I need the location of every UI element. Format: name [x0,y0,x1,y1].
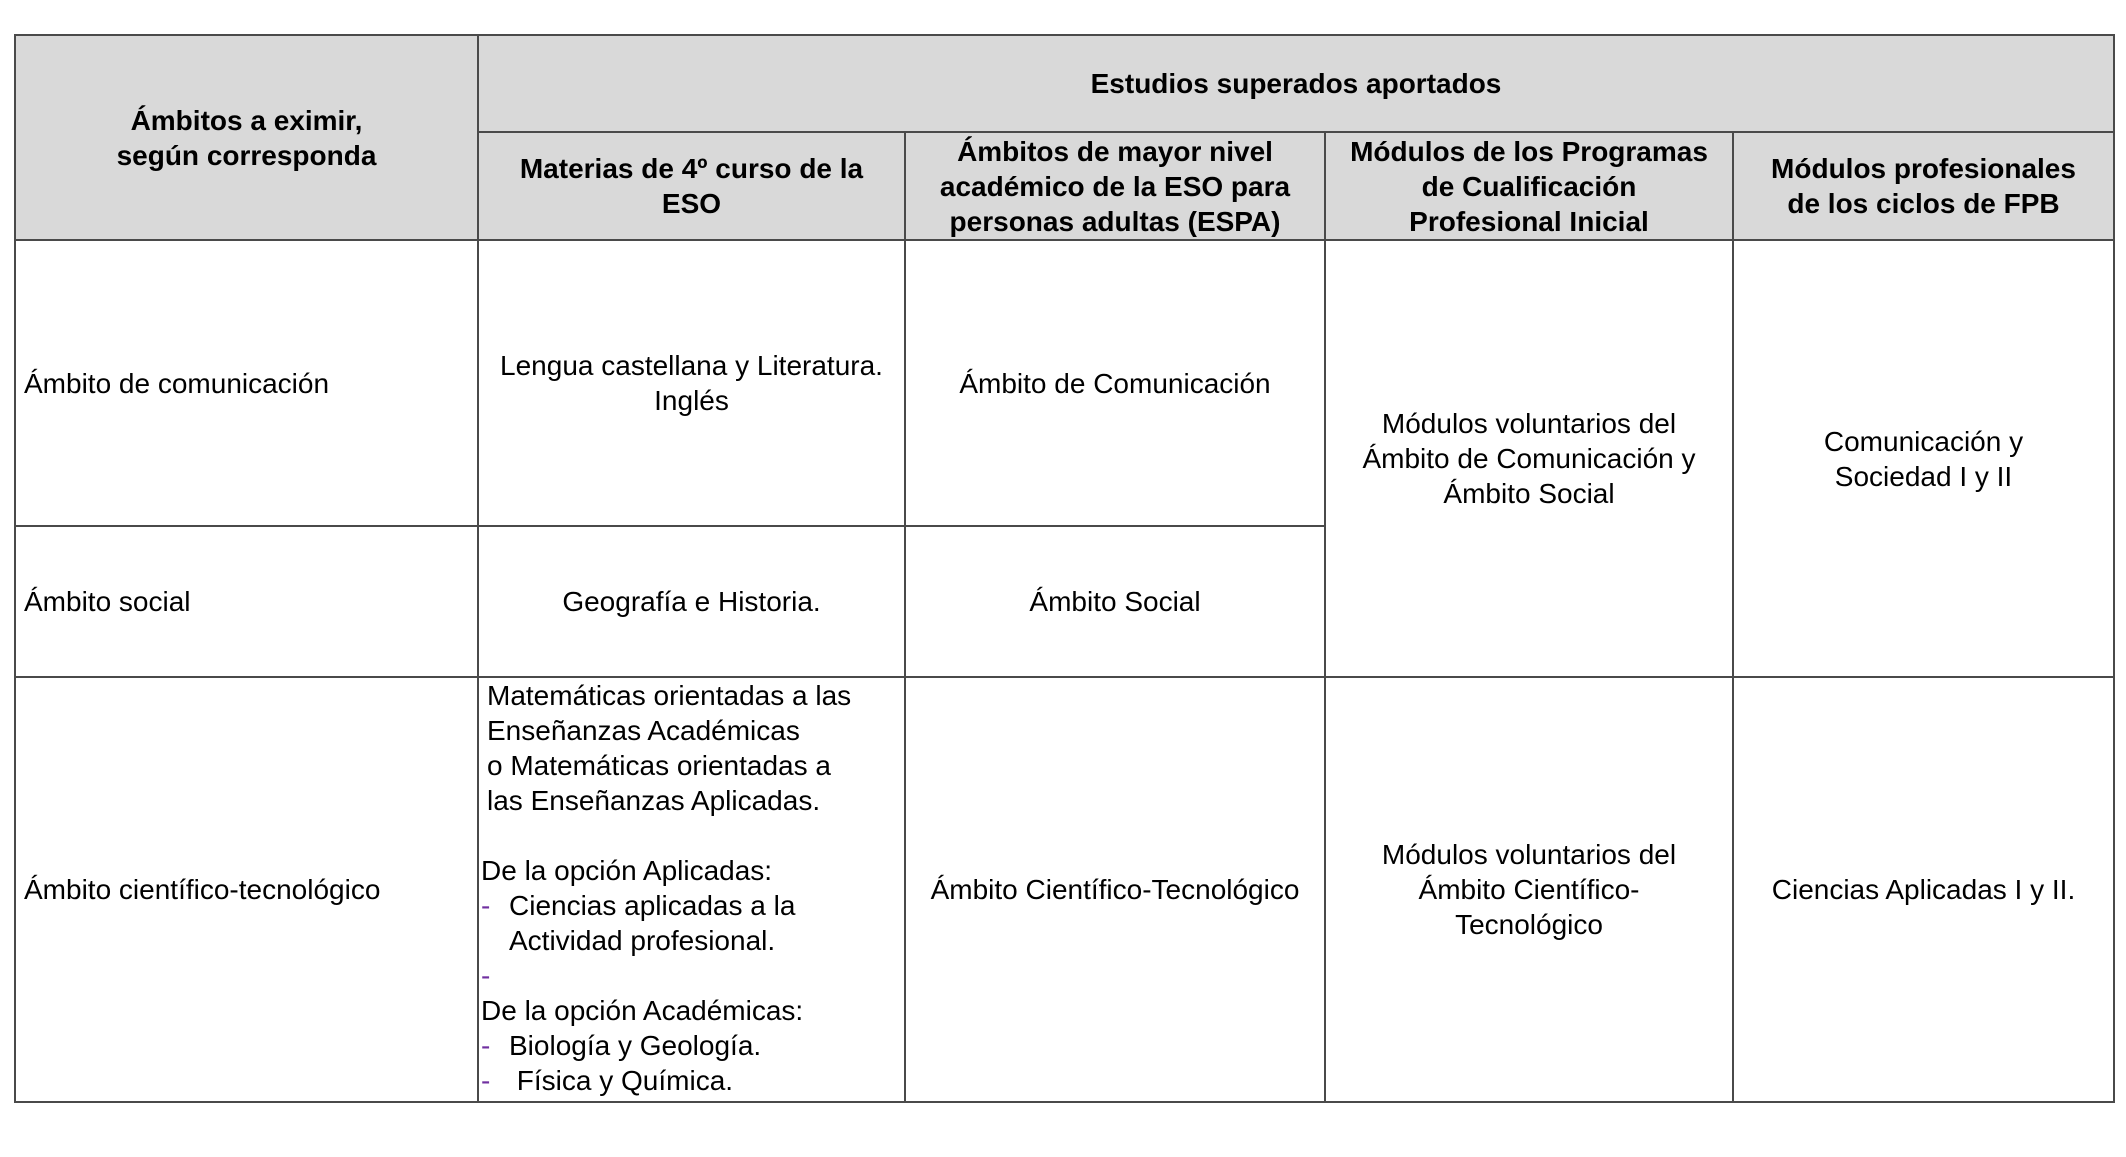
fpb-cs-line-2: Sociedad I y II [1834,460,2013,492]
fpb-cs-line-1: Comunicación y [1823,425,2024,457]
mat-intro-line-1: Matemáticas orientadas a las [487,680,852,711]
table-row-comunicacion [15,240,2114,526]
header-modulos-pcpi [1325,132,1733,240]
espa-social: Ámbito Social [905,526,1325,677]
pcpi-ct-line-2: Ámbito Científico- [1418,874,1640,905]
header-materias-4-eso [478,132,905,240]
header-materias-line-1: Materias de 4º curso de la [519,153,864,184]
ambito-social: Ámbito social [15,526,478,677]
materias-cientifico [478,677,905,1102]
espa-comunicacion: Ámbito de Comunicación [905,240,1325,526]
header-ambitos-a-eximir [15,35,478,240]
pcpi-ct-line-1: Módulos voluntarios del [1381,839,1677,870]
header-modulos-fpb [1733,132,2114,240]
header-pcpi-line-3: Profesional Inicial [1409,205,1649,237]
pcpi-comunicacion-social [1325,240,1733,677]
mat-intro-line-2: Enseñanzas Académicas [487,715,800,746]
materias-social: Geografía e Historia. [478,526,905,677]
bullet-dash: - [481,1030,491,1061]
fpb-comunicacion-social [1733,240,2114,677]
header-ambitos-espa [905,132,1325,240]
materias-comunicacion [478,240,905,526]
header-fpb-line-2: de los ciclos de FPB [1787,188,2060,219]
mat-intro-line-3: o Matemáticas orientadas a [487,750,831,781]
aplicadas-item-2 [481,958,896,993]
academicas-heading: De la opción Académicas: [481,995,804,1026]
aplicadas-item-1-line-2: Actividad profesional. [509,925,776,956]
academicas-item-1-text: Biología y Geología. [509,1030,762,1061]
academicas-item-1 [481,1028,896,1063]
materias-comunicacion-line-1: Lengua castellana y Literatura. [500,350,883,381]
header-fpb-line-1: Módulos profesionales [1771,153,2076,184]
aplicadas-item-1 [481,888,896,923]
header-ambitos-line-2: según corresponda [116,139,377,171]
pcpi-cientifico [1325,677,1733,1102]
aplicadas-item-1-cont [481,923,896,958]
header-pcpi-line-1: Módulos de los Programas [1350,135,1708,167]
pcpi-cs-line-2: Ámbito de Comunicación y [1362,443,1696,474]
header-row-1 [15,35,2114,132]
aplicadas-heading: De la opción Aplicadas: [481,855,773,886]
academicas-item-2-text: Física y Química. [509,1065,734,1096]
espa-cientifico: Ámbito Científico-Tecnológico [905,677,1325,1102]
spacer [487,818,896,853]
header-espa-line-1: Ámbitos de mayor nivel [957,135,1273,167]
header-ambitos-line-1: Ámbitos a eximir, [130,104,363,136]
bullet-dash: - [481,1065,491,1096]
table-row-cientifico [15,677,2114,1102]
fpb-cientifico: Ciencias Aplicadas I y II. [1733,677,2114,1102]
exemption-table [14,34,2115,1103]
bullet-dash: - [481,960,491,991]
pcpi-cs-line-3: Ámbito Social [1443,478,1615,509]
mat-intro-line-4: las Enseñanzas Aplicadas. [487,785,821,816]
ambito-comunicacion: Ámbito de comunicación [15,240,478,526]
pcpi-ct-line-3: Tecnológico [1455,909,1603,940]
ambito-cientifico: Ámbito científico-tecnológico [15,677,478,1102]
header-materias-line-2: ESO [661,188,722,219]
pcpi-cs-line-1: Módulos voluntarios del [1381,408,1677,439]
aplicadas-item-1-line-1: Ciencias aplicadas a la [509,890,796,921]
academicas-item-2 [481,1063,896,1098]
header-espa-line-3: personas adultas (ESPA) [949,205,1281,237]
bullet-dash: - [481,890,491,921]
header-estudios-superados: Estudios superados aportados [478,35,2114,132]
header-espa-line-2: académico de la ESO para [939,170,1291,202]
header-pcpi-line-2: de Cualificación [1421,170,1637,202]
materias-comunicacion-line-2: Inglés [654,385,729,416]
